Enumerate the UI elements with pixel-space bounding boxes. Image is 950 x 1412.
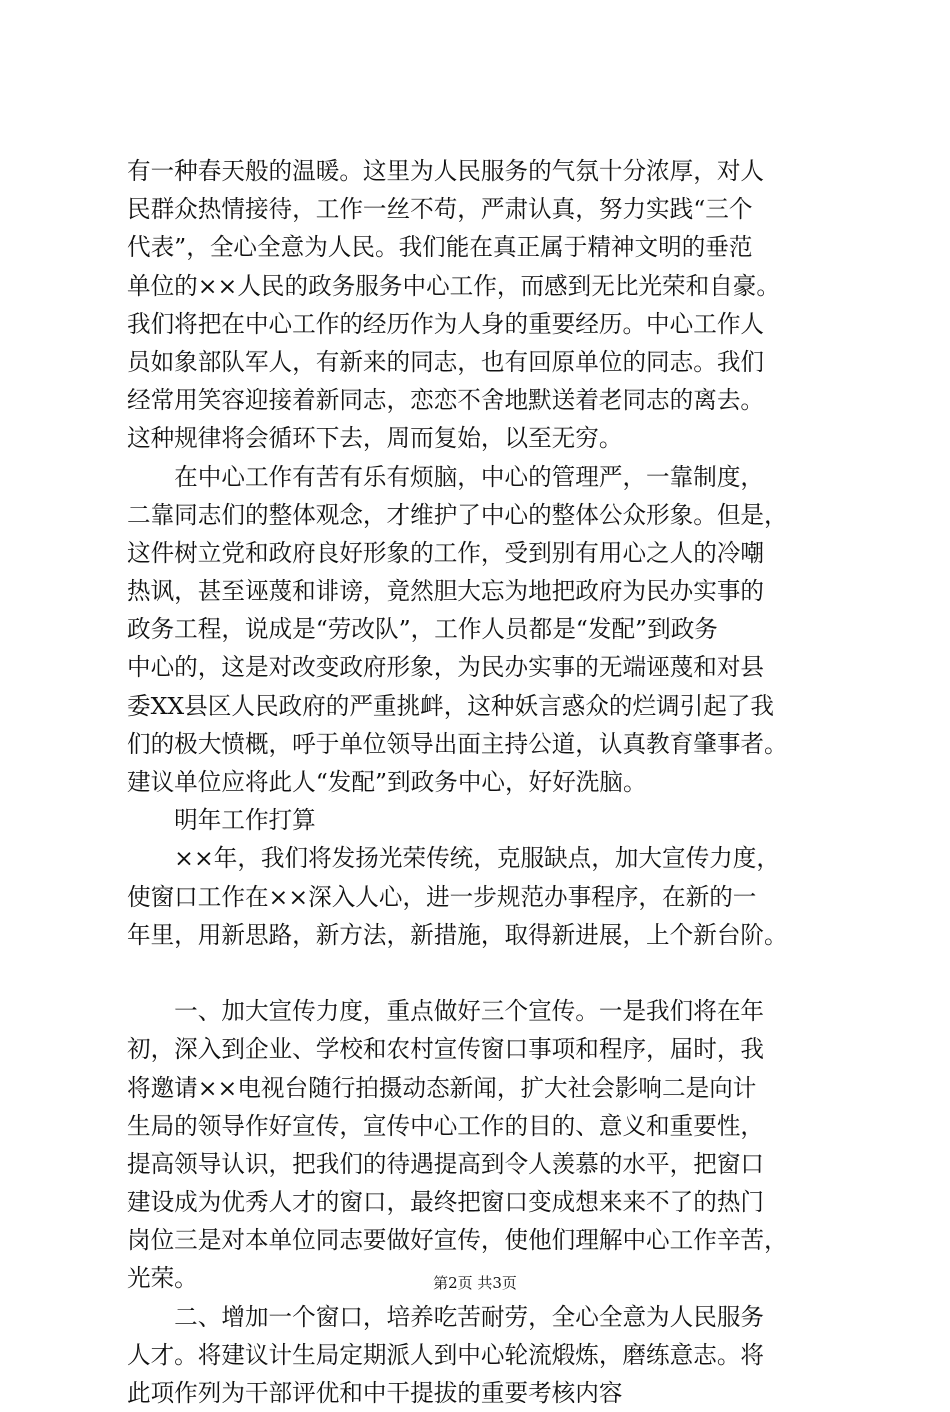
text-line: 二、增加一个窗口，培养吃苦耐劳，全心全意为人民服务 <box>127 1302 765 1331</box>
text-line: 热讽，甚至诬蔑和诽谤，竟然胆大忘为地把政府为民办实事的 <box>127 577 765 606</box>
text-line: 中心的，这是对改变政府形象，为民办实事的无端诬蔑和对县 <box>127 653 765 682</box>
text-line: 政务工程，说成是“劳改队”，工作人员都是“发配”到政务 <box>127 615 718 644</box>
text-line: 单位的××人民的政务服务中心工作，而感到无比光荣和自豪。 <box>127 271 780 300</box>
text-line: 在中心工作有苦有乐有烦脑，中心的管理严，一靠制度， <box>127 462 765 491</box>
text-line: 人才。将建议计生局定期派人到中心轮流煅炼，磨练意志。将 <box>127 1340 765 1369</box>
text-line: 此项作列为干部评优和中干提拔的重要考核内容 <box>127 1379 623 1407</box>
text-line: 民群众热情接待，工作一丝不苟，严肃认真，努力实践“三个 <box>127 195 753 224</box>
section-heading: 明年工作打算 <box>127 806 316 835</box>
text-line: 初，深入到企业、学校和农村宣传窗口事项和程序，届时，我 <box>127 1035 765 1064</box>
text-line: 建议单位应将此人“发配”到政务中心，好好洗脑。 <box>127 768 647 796</box>
text-line: 委XX县区人民政府的严重挑衅，这种妖言惑众的烂调引起了我 <box>127 691 775 720</box>
text-line: 们的极大愤概，呼于单位领导出面主持公道，认真教育肇事者。 <box>127 729 788 758</box>
text-line: 光荣。 <box>127 1264 198 1293</box>
text-line: 我们将把在中心工作的经历作为人身的重要经历。中心工作人 <box>127 309 765 338</box>
text-line: 一、加大宣传力度，重点做好三个宣传。一是我们将在年 <box>127 997 765 1026</box>
text-line: 有一种春天般的温暖。这里为人民服务的气氛十分浓厚，对人 <box>127 157 765 185</box>
text-line: 这种规律将会循环下去，周而复始，以至无穷。 <box>127 424 623 453</box>
text-line: 员如象部队军人，有新来的同志，也有回原单位的同志。我们 <box>127 347 765 376</box>
text-line: ××年，我们将发扬光荣传统，克服缺点，加大宣传力度， <box>127 844 780 873</box>
text-line: 提高领导认识，把我们的待遇提高到令人羡慕的水平，把窗口 <box>127 1149 765 1178</box>
text-line: 经常用笑容迎接着新同志，恋恋不舍地默送着老同志的离去。 <box>127 386 765 415</box>
text-line: 岗位三是对本单位同志要做好宣传，使他们理解中心工作辛苦， <box>127 1226 788 1255</box>
text-line: 将邀请××电视台随行拍摄动态新闻，扩大社会影响二是向计 <box>127 1073 757 1102</box>
page-footer: 第2页 共3页 <box>433 1274 517 1292</box>
text-line: 生局的领导作好宣传，宣传中心工作的目的、意义和重要性， <box>127 1111 765 1140</box>
text-line: 建设成为优秀人才的窗口，最终把窗口变成想来来不了的热门 <box>127 1188 765 1217</box>
blank-line <box>127 954 867 992</box>
text-line: 年里，用新思路，新方法，新措施，取得新进展，上个新台阶。 <box>127 920 788 949</box>
text-line: 代表”，全心全意为人民。我们能在真正属于精神文明的垂范 <box>127 233 753 262</box>
text-line: 这件树立党和政府良好形象的工作，受到别有用心之人的冷嘲 <box>127 538 765 567</box>
text-line: 使窗口工作在××深入人心，进一步规范办事程序，在新的一 <box>127 882 757 911</box>
document-body <box>127 152 867 1412</box>
text-line: 二靠同志们的整体观念，才维护了中心的整体公众形象。但是， <box>127 500 788 529</box>
